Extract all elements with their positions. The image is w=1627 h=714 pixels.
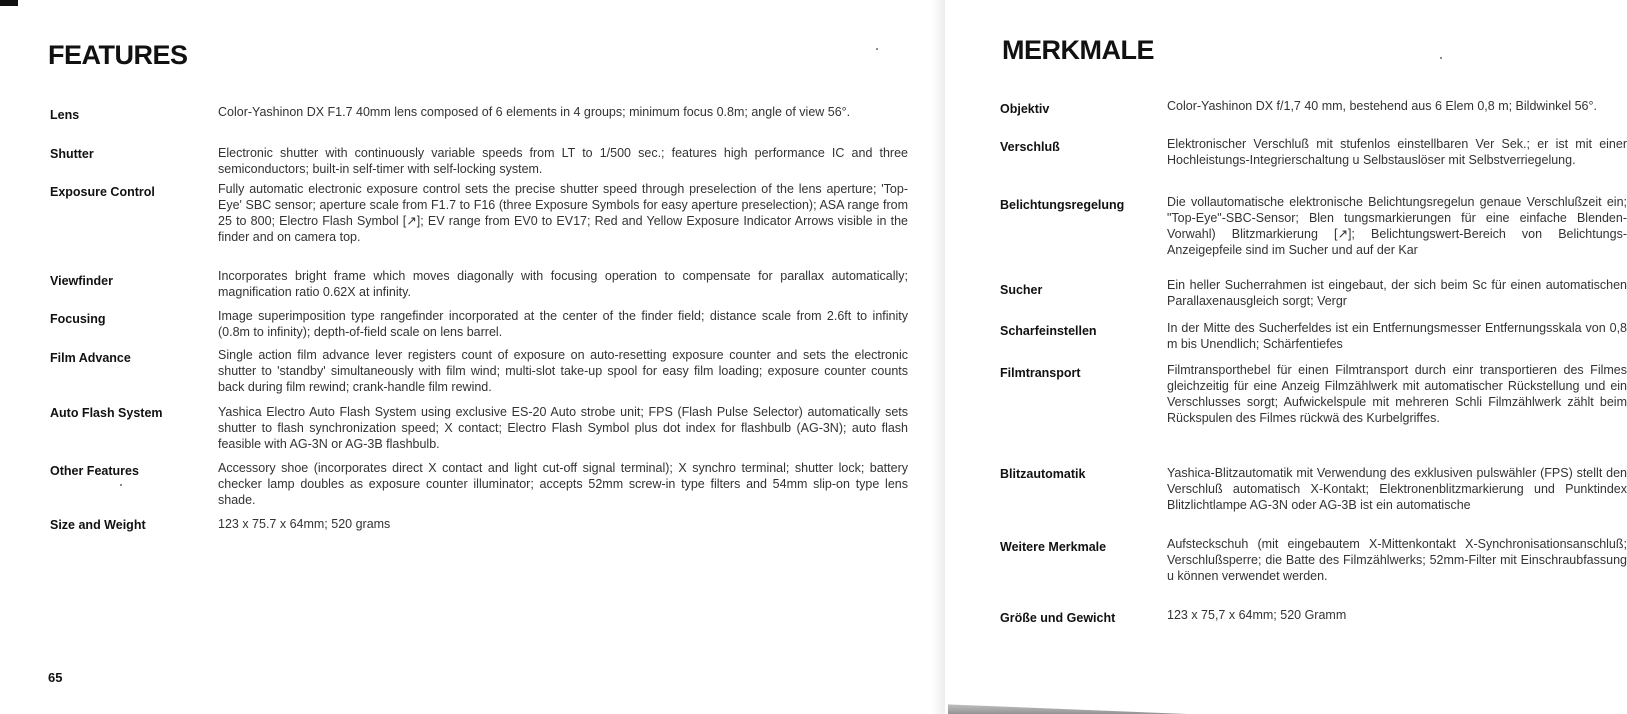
feature-text: Incorporates bright frame which moves diagonally with focusing operation to compensate for parallax automatically; magnification ratio 0.62X at infinity. <box>218 269 908 299</box>
dust-speck <box>120 484 122 486</box>
feature-text: Elektronischer Verschluß mit stufenlos einstellbaren Ver Sek.; er ist mit einer Hochleistungs-Integrierschaltung u Selbstauslöser mit Selbstverriegelung. <box>1167 137 1627 167</box>
feature-text: 123 x 75.7 x 64mm; 520 grams <box>218 517 391 531</box>
feature-label: Auto Flash System <box>50 406 163 420</box>
feature-label: Sucher <box>1000 283 1043 297</box>
feature-label: Other Features <box>50 464 139 478</box>
feature-label: Scharfeinstellen <box>1000 324 1097 338</box>
feature-text: Ein heller Sucherrahmen ist eingebaut, der sich beim Sc für einen automatischen Parallaxenausgleich sorgt; Vergr <box>1167 278 1627 308</box>
feature-label: Größe und Gewicht <box>1000 611 1116 625</box>
feature-text: Yashica Electro Auto Flash System using exclusive ES-20 Auto strobe unit; FPS (Flash Pulse Selector) automatically sets shutter to flash synchronization speed; X contact; Electro Flash Symbol plus dot index for flashbulb (AG-3N); auto flash feasible with AG-3N or AG-3B flashbulb. <box>218 405 908 451</box>
feature-label: Focusing <box>50 312 106 326</box>
right-page <box>945 0 1627 714</box>
page-title: MERKMALE <box>1002 35 1154 65</box>
feature-text: Fully automatic electronic exposure control sets the precise shutter speed through preselection of the lens aperture; 'Top-Eye' SBC sensor; aperture scale from F1.7 to F16 (three Exposure Symbols for easy aperture preselection); ASA range from 25 to 800; Electro Flash Symbol [↗]; EV range from EV0 to EV17; Red and Yellow Exposure Indicator Arrows visible in the finder and on camera top. <box>218 182 908 244</box>
feature-label: Viewfinder <box>50 274 113 288</box>
feature-text: Single action film advance lever registers count of exposure on auto-resetting exposure counter and sets the electronic shutter to 'standby' simultaneously with film wind; multi-slot take-up spool for easy film loading; exposure counter counts back during film rewind; crank-handle film rewind. <box>218 348 908 394</box>
feature-label: Verschluß <box>1000 140 1060 154</box>
feature-label: Weitere Merkmale <box>1000 540 1107 554</box>
feature-label: Size and Weight <box>50 518 146 532</box>
dust-speck <box>876 48 878 50</box>
feature-text: In der Mitte des Sucherfeldes ist ein Entfernungsmesser Entfernungsskala von 0,8 m bis Unendlich; Schärfentiefes <box>1167 321 1627 351</box>
feature-label: Lens <box>50 108 80 122</box>
feature-label: Exposure Control <box>50 185 155 199</box>
dust-speck <box>1440 57 1442 59</box>
feature-label: Objektiv <box>1000 102 1050 116</box>
feature-text: Color-Yashinon DX f/1,7 40 mm, bestehend aus 6 Elem 0,8 m; Bildwinkel 56°. <box>1167 99 1597 113</box>
feature-text: Yashica-Blitzautomatik mit Verwendung des exklusiven pulswähler (FPS) stellt den Verschluß automatisch X-Kontakt; Elektronenblitzmarkierung und Punktindex Blitzlichtlampe AG-3N oder AG-3B ist ein automatische <box>1167 466 1627 512</box>
feature-text: Aufsteckschuh (mit eingebautem X-Mittenkontakt X-Synchronisationsanschluß; Verschlußsperre; die Batte des Filmzählwerks; 52mm-Filter mit Einschraubfassung u können verwendet werden. <box>1167 537 1627 583</box>
feature-text: 123 x 75,7 x 64mm; 520 Gramm <box>1167 608 1347 622</box>
feature-text: Filmtransporthebel für einen Filmtransport durch einr transportieren des Filmes gleichzeitig für eine Anzeig Filmzählwerk mit automatischer Rückstellung und ein Verschlusses sorgt; Aufwickelspule mit mehreren Schli Filmzählwerk zählt beim Rückspulen des Filmes rückwä des Kurbelgriffes. <box>1167 363 1627 425</box>
page-number: 65 <box>48 670 63 685</box>
feature-label: Belichtungsregelung <box>1000 198 1125 212</box>
feature-text: Image superimposition type rangefinder incorporated at the center of the finder field; distance scale from 2.6ft to infinity (0.8m to infinity); depth-of-field scale on lens barrel. <box>218 309 908 339</box>
page-title: FEATURES <box>48 40 188 70</box>
feature-label: Film Advance <box>50 351 131 365</box>
feature-label: Blitzautomatik <box>1000 467 1086 481</box>
feature-text: Color-Yashinon DX F1.7 40mm lens composed of 6 elements in 4 groups; minimum focus 0.8m; angle of view 56°. <box>218 105 851 119</box>
feature-label: Shutter <box>50 147 94 161</box>
feature-label: Filmtransport <box>1000 366 1081 380</box>
feature-text: Die vollautomatische elektronische Belichtungsregelun genaue Verschlußzeit ein; "Top-Eye"-SBC-Sensor; Blen tungsmarkierungen für eine einfache Blenden-Vorwahl) Blitzmarkierung [↗]; Belichtungswert-Bereich von Belichtungs-Anzeigepfeile sind im Sucher und auf der Kar <box>1167 195 1627 257</box>
feature-text: Accessory shoe (incorporates direct X contact and light cut-off signal terminal); X synchro terminal; shutter lock; battery checker lamp doubles as exposure counter illuminator; accepts 52mm screw-in type filters and 54mm slip-on type lens shade. <box>218 461 908 507</box>
feature-text: Electronic shutter with continuously variable speeds from LT to 1/500 sec.; features high performance IC and three semiconductors; built-in self-timer with self-locking system. <box>218 146 908 176</box>
